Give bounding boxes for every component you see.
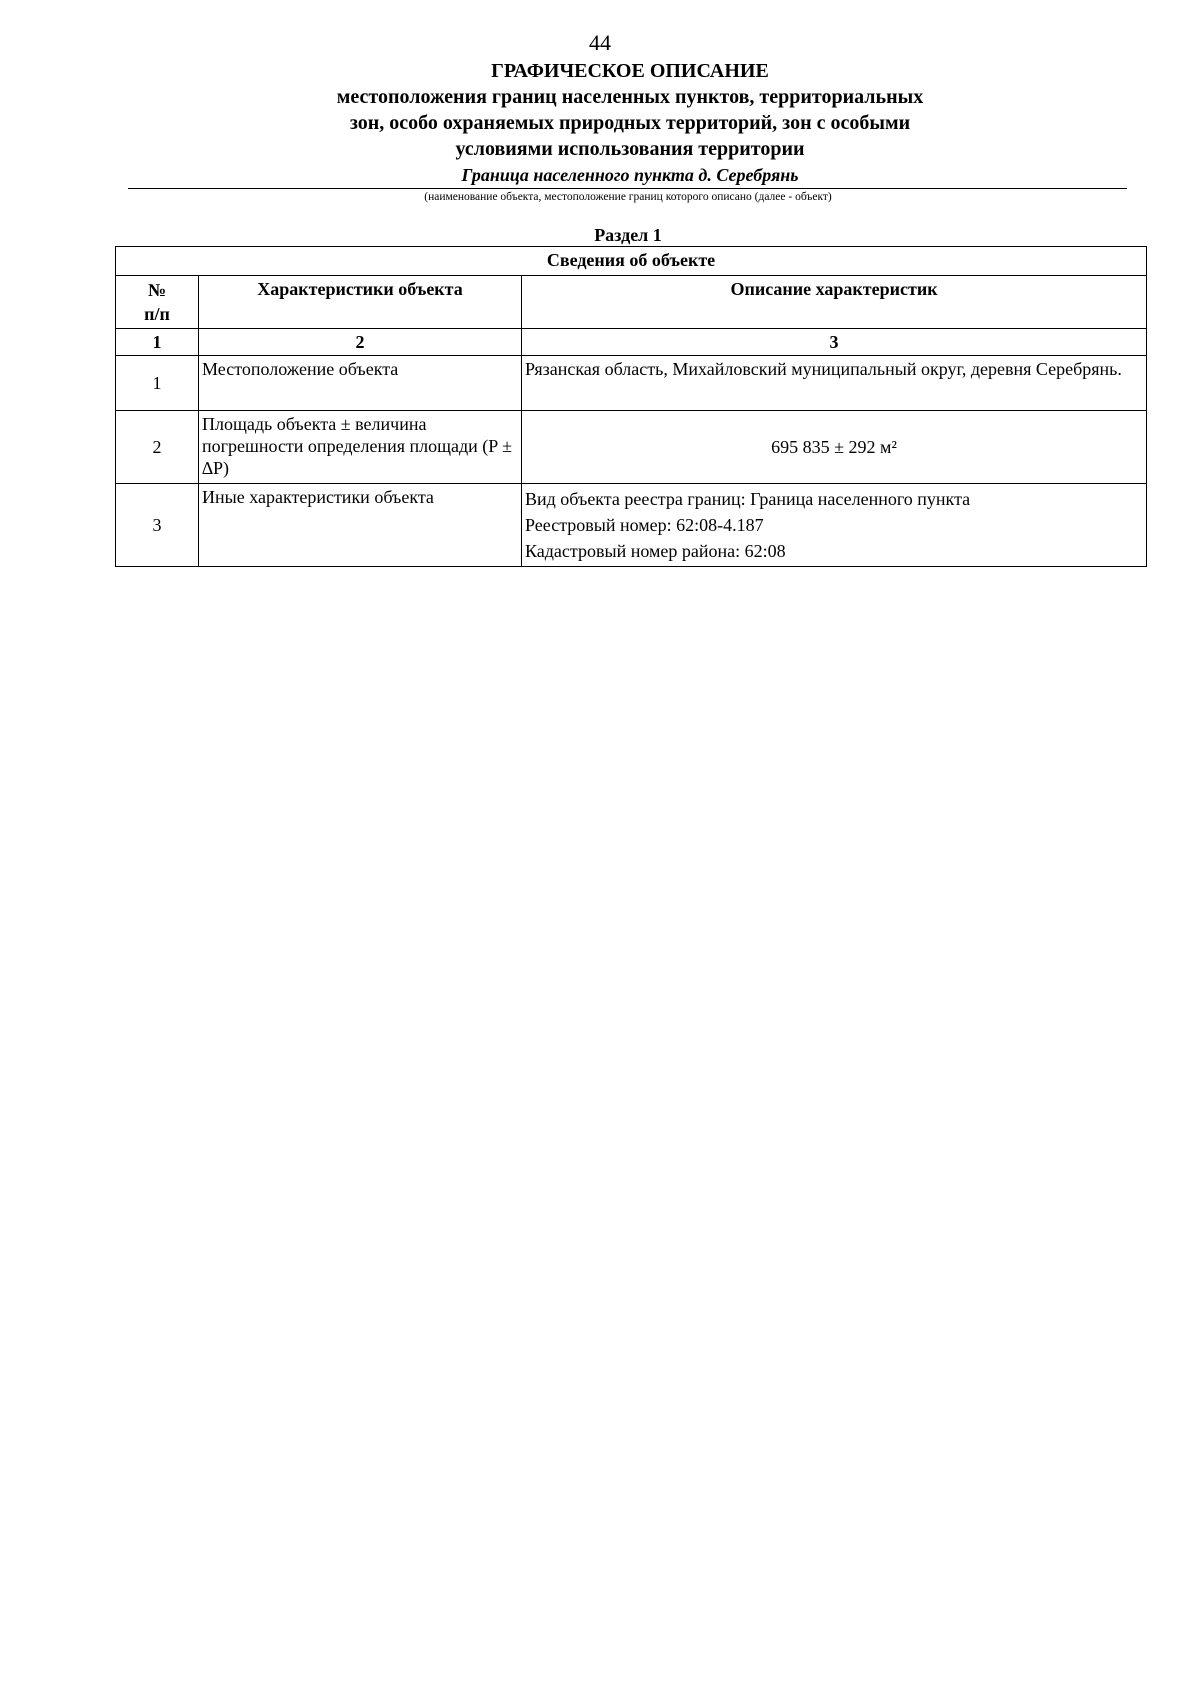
column-index-row [116,329,1147,356]
description-line: Вид объекта реестра границ: Граница населенного пункта [525,489,971,509]
column-header-number-line: № [147,280,167,300]
column-index: 3 [522,329,1147,356]
row-characteristic: Местоположение объекта [199,356,522,411]
column-index: 1 [116,329,199,356]
table-row [116,484,1147,567]
table-header-row [116,276,1147,329]
row-description [522,484,1147,567]
row-characteristic: Площадь объекта ± величина погрешности определения площади (P ± ∆P) [199,411,522,484]
document-title: ГРАФИЧЕСКОЕ ОПИСАНИЕ [491,60,769,82]
subtitle-line: зон, особо охраняемых природных территорий, зон с особыми [349,112,911,134]
row-characteristic: Иные характеристики объекта [199,484,522,567]
page-number: 44 [589,30,611,55]
column-header-description: Описание характеристик [522,276,1147,329]
subtitle-line: местоположения границ населенных пунктов, территориальных [336,86,924,108]
row-description: 695 835 ± 292 м² [522,411,1147,484]
row-number: 1 [116,356,199,411]
column-index: 2 [199,329,522,356]
column-header-characteristic: Характеристики объекта [199,276,522,329]
table-caption: Сведения об объекте [116,247,1147,276]
column-header-number-line: п/п [144,304,170,324]
description-line: Реестровый номер: 62:08-4.187 [525,515,764,535]
row-number: 2 [116,411,199,484]
document-subtitle [200,84,1060,162]
row-number: 3 [116,484,199,567]
table-row [116,411,1147,484]
document-header [200,58,1060,187]
object-name-underline [128,188,1127,189]
column-header-number [116,276,199,329]
table-row [116,356,1147,411]
table-caption-row [116,247,1147,276]
description-line: Кадастровый номер района: 62:08 [525,541,786,561]
object-info-table [115,246,1147,567]
object-name: Граница населенного пункта д. Серебрянь [461,165,799,185]
subtitle-line: условиями использования территории [455,138,805,160]
row-description: Рязанская область, Михайловский муниципальный округ, деревня Серебрянь. [522,356,1147,411]
object-caption: (наименование объекта, местоположение границ которого описано (далее - объект) [424,191,832,203]
section-title: Раздел 1 [594,225,662,245]
